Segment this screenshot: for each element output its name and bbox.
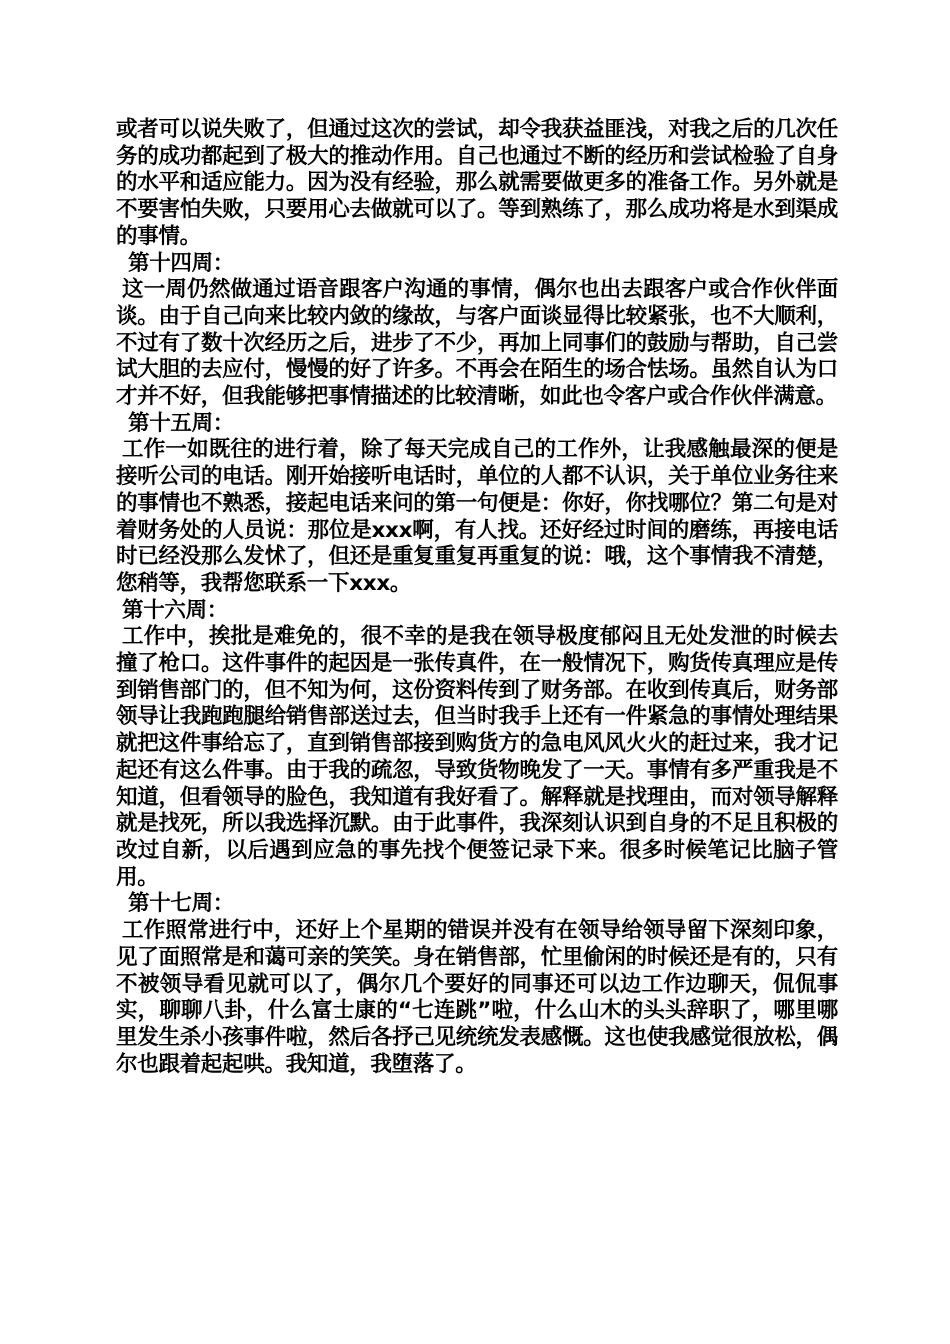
paragraph-week-17: 工作照常进行中，还好上个星期的错误并没有在领导给领导留下深刻印象，见了面照常是和蔼可亲的笑笑。身在销售部，忙里偷闲的时候还是有的，只有不被领导看见就可以了，偶尔几个要好的同事还可以边工作边聊天，侃侃事实，聊聊八卦，什么富士康的“七连跳”啦，什么山木的头头辞职了，哪里哪里发生杀小孩事件啦，然后各抒己见统统发表感慨。这也使我感觉很放松，偶尔也跟着起起哄。我知道，我堕落了。 <box>116 918 838 1077</box>
paragraph-week-16: 工作中，挨批是难免的，很不幸的是我在领导极度郁闷且无处发泄的时候去撞了枪口。这件事件的起因是一张传真件，在一般情况下，购货传真理应是传到销售部门的，但不知为何，这份资料传到了财务部。在收到传真后，财务部领导让我跑跑腿给销售部送过去，但当时我手上还有一件紧急的事情处理结果就把这件事给忘了，直到销售部接到购货方的急电风风火火的赶过来，我才记起还有这么件事。由于我的疏忽，导致货物晚发了一天。事情有多严重我是不知道，但看领导的脸色，我知道有我好看了。解释就是找理由，而对领导解释就是找死，所以我选择沉默。由于此事件，我深刻认识到自身的不足且积极的改过自新，以后遇到应急的事先找个便签记录下来。很多时候笔记比脑子管用。 <box>116 624 838 890</box>
heading-week-14: 第十四周： <box>128 250 235 276</box>
paragraph-intro: 或者可以说失败了，但通过这次的尝试，却令我获益匪浅，对我之后的几次任务的成功都起到了极大的推动作用。自己也通过不断的经历和尝试检验了自身的水平和适应能力。因为没有经验，那么就需要做更多的准备工作。另外就是不要害怕失败，只要用心去做就可以了。等到熟练了，那么成功将是水到渠成的事情。 <box>116 117 838 249</box>
heading-week-17: 第十七周： <box>128 891 235 917</box>
document-page <box>116 117 838 1078</box>
paragraph-week-15: 工作一如既往的进行着，除了每天完成自己的工作外，让我感触最深的便是接听公司的电话。刚开始接听电话时，单位的人都不认识，关于单位业务往来的事情也不熟悉，接起电话来问的第一句便是：你好，你找哪位？第二句是对着财务处的人员说：那位是xxx啊，有人找。还好经过时间的磨练，再接电话时已经没那么发怵了，但还是重复重复再重复的说：哦，这个事情我不清楚，您稍等，我帮您联系一下xxx。 <box>116 437 838 596</box>
heading-week-15: 第十五周： <box>128 410 235 436</box>
heading-week-16: 第十六周： <box>122 597 229 623</box>
paragraph-week-14: 这一周仍然做通过语音跟客户沟通的事情，偶尔也出去跟客户或合作伙伴面谈。由于自己向来比较内敛的缘故，与客户面谈显得比较紧张，也不大顺利，不过有了数十次经历之后，进步了不少，再加上同事们的鼓励与帮助，自己尝试大胆的去应付，慢慢的好了许多。不再会在陌生的场合怯场。虽然自认为口才并不好，但我能够把事情描述的比较清晰，如此也令客户或合作伙伴满意。 <box>116 277 838 410</box>
